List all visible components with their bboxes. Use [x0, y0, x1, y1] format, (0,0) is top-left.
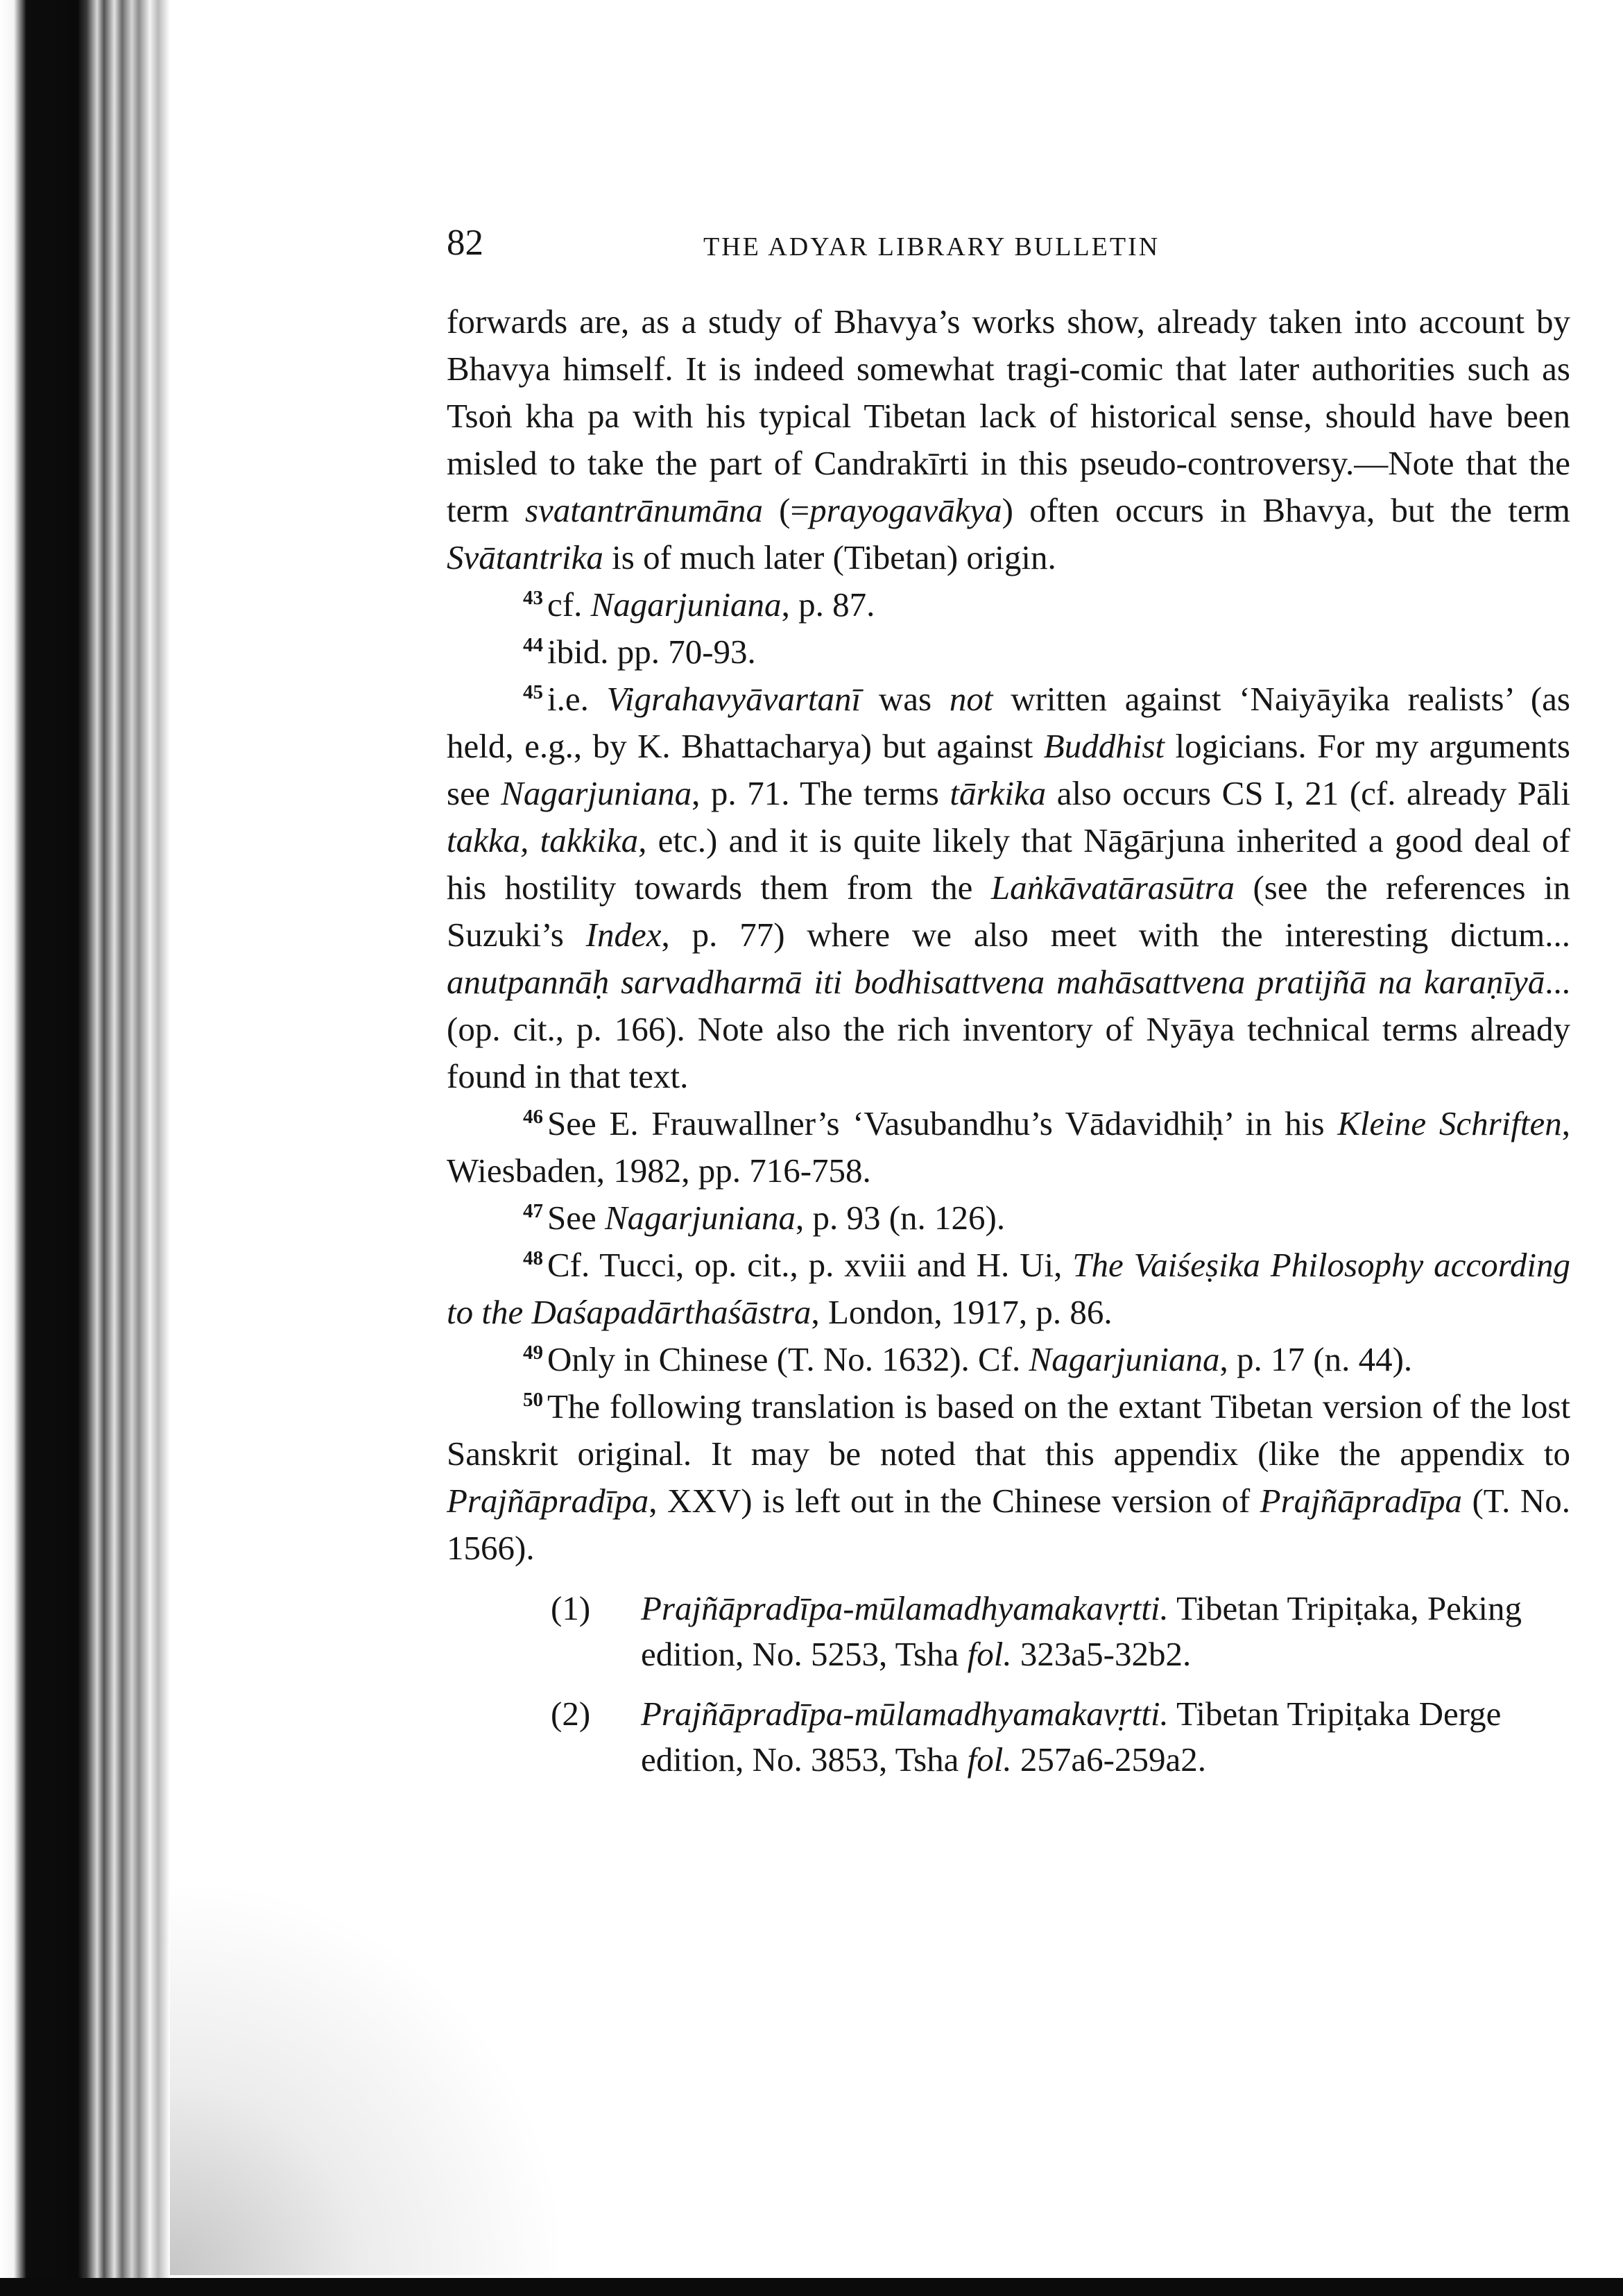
- running-head: [447, 222, 1570, 277]
- reference-number: (1): [551, 1589, 591, 1627]
- scan-bottom-edge: [0, 2278, 1623, 2296]
- footnote-47: $^{47}$ See Nagarjuniana, p. 93 (n. 126).: [523, 1199, 1006, 1237]
- page-number: 82: [447, 223, 483, 263]
- reference-list: [447, 1586, 1570, 1783]
- footnote-number: 46: [523, 1106, 543, 1128]
- running-title: THE ADYAR LIBRARY BULLETIN: [703, 232, 1160, 262]
- body-text: [447, 298, 1570, 1572]
- footnote-number: 43: [523, 587, 543, 609]
- book-binding-shadow: [0, 0, 170, 2296]
- footnote-number: 44: [523, 634, 543, 656]
- footnote-50: $^{50}$ The following translation is based on the extant Tibetan version of the lost Sanskrit original. It may be noted that this appendix (like the appendix to Prajñāpradīpa, XXV) is left out in the Chinese version of Prajñāpradīpa (T. No. 1566).: [447, 1387, 1570, 1567]
- reference-item: (2) Prajñāpradīpa-mūlamadhyamakavṛtti. Tibetan Tripiṭaka Derge edition, No. 3853, Tsha fol. 257a6-259a2.: [447, 1691, 1570, 1783]
- paragraph-continuation: forwards are, as a study of Bhavya’s works show, already taken into account by Bhavya himself. It is indeed somewhat tragi-comic that later authorities such as Tsoṅ kha pa with his typical Tibetan lack of historical sense, should have been misled to take the part of Candrakīrti in this pseudo-controversy.—Note that the term svatantrānumāna (=prayogavākya) often occurs in Bhavya, but the term Svātantrika is of much later (Tibetan) origin.: [447, 302, 1571, 576]
- footnote-49: $^{49}$ Only in Chinese (T. No. 1632). Cf. Nagarjuniana, p. 17 (n. 44).: [523, 1340, 1413, 1378]
- footnote-44: $^{44}$ ibid. pp. 70-93.: [523, 633, 756, 671]
- reference-item: (1) Prajñāpradīpa-mūlamadhyamakavṛtti. Tibetan Tripiṭaka, Peking edition, No. 5253, Tsha fol. 323a5-32b2.: [447, 1586, 1570, 1677]
- footnote-number: 48: [523, 1247, 543, 1269]
- footnote-43: $^{43}$ cf. Nagarjuniana, p. 87.: [523, 585, 875, 624]
- footnote-number: 47: [523, 1200, 543, 1222]
- scan-noise: [170, 1887, 558, 2275]
- footnote-48: $^{48}$ Cf. Tucci, op. cit., p. xviii and H. Ui, The Vaiśeṣika Philosophy according to the Daśapadārthaśāstra, London, 1917, p. 86.: [447, 1246, 1571, 1331]
- footnote-45: $^{45}$ i.e. Vigrahavyāvartanī was not written against ‘Naiyāyika realists’ (as held, e.g., by K. Bhattacharya) but against Buddhist logicians. For my arguments see Nagarjuniana, p. 71. The terms tārkika also occurs CS I, 21 (cf. already Pāli takka, takkika, etc.) and it is quite likely that Nāgārjuna inherited a good deal of his hostility towards them from the Laṅkāvatārasūtra (see the references in Suzuki’s Index, p. 77) where we also meet with the interesting dictum... anutpannāḥ sarvadharmā iti bodhisattvena mahāsattvena pratijñā na karaṇīyā... (op. cit., p. 166). Note also the rich inventory of Nyāya technical terms already found in that text.: [447, 680, 1570, 1095]
- page-content: [447, 222, 1570, 1797]
- footnote-46: $^{46}$ See E. Frauwallner’s ‘Vasubandhu’s Vādavidhiḥ’ in his Kleine Schriften, Wiesbaden, 1982, pp. 716-758.: [447, 1104, 1570, 1190]
- footnote-number: 49: [523, 1342, 543, 1364]
- footnote-number: 50: [523, 1389, 543, 1411]
- footnote-number: 45: [523, 681, 543, 703]
- reference-number: (2): [551, 1695, 591, 1733]
